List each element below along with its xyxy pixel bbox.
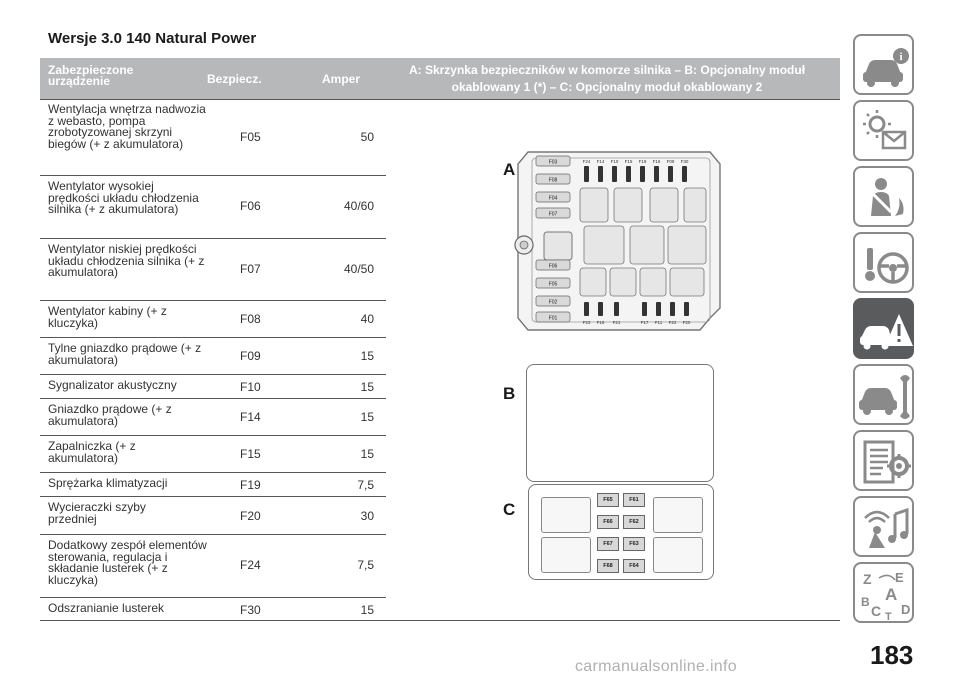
table-row xyxy=(40,301,386,338)
fuse-label: F09 xyxy=(666,159,675,164)
fuse-f61: F61 xyxy=(623,493,645,507)
fuse-label: F02 xyxy=(548,299,558,306)
index-icon xyxy=(855,564,916,625)
tab-warning-lights[interactable] xyxy=(853,100,914,161)
row-amp: 30 xyxy=(360,509,374,523)
table-row xyxy=(40,375,386,399)
fuse-label: F21 xyxy=(612,320,621,325)
row-amp: 15 xyxy=(360,447,374,461)
diagram-label-b: B xyxy=(503,384,516,403)
table-header xyxy=(40,58,840,100)
row-device: Wentylator wysokiej prędkości układu chłodzenia silnika (+ z akumulatora) xyxy=(48,179,199,216)
row-fuse: F30 xyxy=(240,603,261,617)
fuse-label: F24 xyxy=(582,159,591,164)
fuse-f67: F67 xyxy=(597,537,619,551)
index-letter: C xyxy=(871,603,882,619)
fuse-box-b-diagram xyxy=(526,364,714,482)
row-amp: 7,5 xyxy=(357,478,374,492)
diagram-label-a: A xyxy=(503,160,516,179)
fuse-label: F05 xyxy=(548,281,558,288)
row-amp: 15 xyxy=(360,410,374,424)
car-info-icon xyxy=(855,36,916,97)
row-fuse: F07 xyxy=(240,262,261,276)
row-fuse: F09 xyxy=(240,349,261,363)
fuse-label: F22 xyxy=(668,320,677,325)
index-letter: T xyxy=(885,611,892,623)
table-row xyxy=(40,338,386,375)
multimedia-icon xyxy=(855,498,916,559)
fuse-label: F03 xyxy=(548,159,558,166)
header-device: Zabezpieczone urządzenie xyxy=(48,63,134,88)
fuse-label: F11 xyxy=(654,320,663,325)
row-fuse: F10 xyxy=(240,380,261,394)
table-row xyxy=(40,239,386,301)
fuse-f66: F66 xyxy=(597,515,619,529)
tab-emergency[interactable] xyxy=(853,298,914,359)
row-amp: 15 xyxy=(360,380,374,394)
row-amp: 15 xyxy=(360,349,374,363)
fuse-label: F19 xyxy=(638,159,647,164)
row-device: Sprężarka klimatyzacji xyxy=(48,476,168,490)
fuse-f64: F64 xyxy=(623,559,645,573)
fuse-label: F15 xyxy=(624,159,633,164)
fuse-label: F17 xyxy=(640,320,649,325)
fuse-label: F16 xyxy=(652,159,661,164)
fuse-label: F01 xyxy=(548,315,558,322)
table-row xyxy=(40,598,386,621)
fuse-f68: F68 xyxy=(597,559,619,573)
tab-maintenance[interactable] xyxy=(853,364,914,425)
index-letter: B xyxy=(861,595,870,609)
index-letter: D xyxy=(901,602,911,617)
warning-lights-icon xyxy=(855,102,916,163)
row-fuse: F05 xyxy=(240,130,261,144)
fuse-f63: F63 xyxy=(623,537,645,551)
page-title: Wersje 3.0 140 Natural Power xyxy=(48,30,257,47)
fuse-f62: F62 xyxy=(623,515,645,529)
header-fuse: Bezpiecz. xyxy=(207,72,262,86)
header-legend: A: Skrzynka bezpieczników w komorze silnika – B: Opcjonalny moduł okablowany 1 (*) – C: Opcjonalny moduł okablowany 2 xyxy=(408,63,806,94)
tab-start-drive[interactable] xyxy=(853,232,914,293)
row-fuse: F08 xyxy=(240,312,261,326)
table-row xyxy=(40,399,386,436)
row-amp: 40/60 xyxy=(343,199,374,213)
row-amp: 40 xyxy=(360,312,374,326)
fuse-box-a-diagram xyxy=(510,140,730,340)
fuse-label: F18 xyxy=(596,320,605,325)
table-row xyxy=(40,176,386,239)
start-drive-icon xyxy=(855,234,916,295)
fuse-label: F14 xyxy=(596,159,605,164)
row-device: Odszranianie lusterek xyxy=(48,601,165,615)
row-device: Wentylacja wnętrza nadwozia z webasto, pompa zrobotyzowanej skrzyni biegów (+ z akumulatora) xyxy=(48,102,206,151)
index-letter: A xyxy=(885,585,898,604)
row-device: Dodatkowy zespół elementów sterowania, regulacja i składanie lusterek (+ z kluczyka) xyxy=(48,538,207,587)
row-fuse: F24 xyxy=(240,558,261,572)
fuse-label: F08 xyxy=(548,177,558,184)
diagram-label-c: C xyxy=(503,500,516,519)
table-bottom-rule xyxy=(386,620,840,621)
index-letter: E xyxy=(895,570,904,585)
row-fuse: F20 xyxy=(240,509,261,523)
table-row xyxy=(40,535,386,598)
row-fuse: F19 xyxy=(240,478,261,492)
table-row xyxy=(40,436,386,473)
tab-multimedia[interactable] xyxy=(853,496,914,557)
table-row xyxy=(40,100,386,176)
row-device: Wycieraczki szyby przedniej xyxy=(48,500,146,526)
tab-technical-data[interactable] xyxy=(853,430,914,491)
row-device: Wentylator niskiej prędkości układu chłodzenia silnika (+ z akumulatora) xyxy=(48,242,205,279)
fuse-label: F10 xyxy=(610,159,619,164)
index-letter: Z xyxy=(863,571,872,587)
row-device: Wentylator kabiny (+ z kluczyka) xyxy=(48,304,167,330)
row-amp: 15 xyxy=(360,603,374,617)
fuse-label: F30 xyxy=(680,159,689,164)
row-device: Tylne gniazdko prądowe (+ z akumulatora) xyxy=(48,341,202,367)
row-amp: 50 xyxy=(360,130,374,144)
relay-slot xyxy=(541,537,591,573)
row-device: Zapalniczka (+ z akumulatora) xyxy=(48,439,136,465)
page-number: 183 xyxy=(870,640,914,670)
fuse-label: F20 xyxy=(682,320,691,325)
table-row xyxy=(40,497,386,535)
header-amp: Amper xyxy=(322,72,361,86)
fuse-label: F06 xyxy=(548,263,558,270)
svg-text:i: i xyxy=(899,51,903,63)
emergency-icon xyxy=(855,300,916,361)
relay-slot xyxy=(653,497,703,533)
fuse-label: F07 xyxy=(548,211,558,218)
row-fuse: F14 xyxy=(240,410,261,424)
tab-safety[interactable] xyxy=(853,166,914,227)
table-row xyxy=(40,473,386,497)
row-device: Sygnalizator akustyczny xyxy=(48,378,177,392)
row-device: Gniazdko prądowe (+ z akumulatora) xyxy=(48,402,172,428)
fuse-f65: F65 xyxy=(597,493,619,507)
row-fuse: F15 xyxy=(240,447,261,461)
tab-index[interactable] xyxy=(853,562,914,623)
row-amp: 40/50 xyxy=(343,262,374,276)
row-fuse: F06 xyxy=(240,199,261,213)
tab-car-info[interactable] xyxy=(853,34,914,95)
watermark: carmanualsonline.info xyxy=(575,658,737,675)
fuse-label: F23 xyxy=(582,320,591,325)
safety-seatbelt-icon xyxy=(855,168,916,229)
fuse-box-c-diagram xyxy=(528,484,714,580)
relay-slot xyxy=(653,537,703,573)
relay-slot xyxy=(541,497,591,533)
fuse-label: F04 xyxy=(548,195,558,202)
row-amp: 7,5 xyxy=(357,558,374,572)
maintenance-icon xyxy=(855,366,916,427)
technical-data-icon xyxy=(855,432,916,493)
